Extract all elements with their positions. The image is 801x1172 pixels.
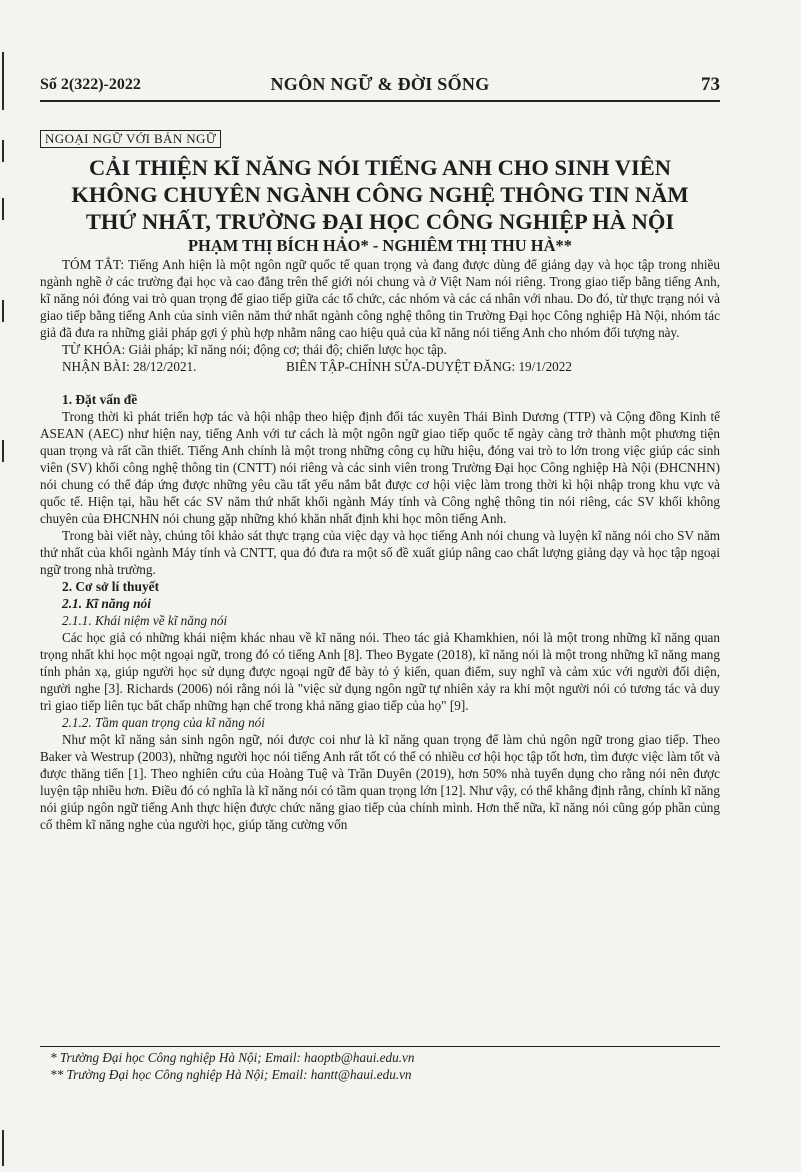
journal-name: NGÔN NGỮ & ĐỜI SỐNG bbox=[270, 74, 490, 94]
scan-edge-mark bbox=[2, 440, 4, 462]
title-line: CẢI THIỆN KĨ NĂNG NÓI TIẾNG ANH CHO SINH VIÊN bbox=[88, 155, 671, 180]
footnote: ** Trường Đại học Công nghiệp Hà Nội; Email: hantt@haui.edu.vn bbox=[50, 1067, 412, 1082]
footnote: * Trường Đại học Công nghiệp Hà Nội; Email: haoptb@haui.edu.vn bbox=[50, 1050, 415, 1065]
paragraph: Các học giả có những khái niệm khác nhau về kĩ năng nói. Theo tác giả Khamkhien, nói là một trong những kĩ năng quan trọng nhất khi học một ngoại ngữ, trong đó có tiếng Anh [8]. Theo Bygate (2018), kĩ năng nói là một trong những kĩ năng mang tính phản xạ, giúp người học sử dụng được ngoại ngữ để bày tỏ ý kiến, quan điểm, suy nghĩ và cảm xúc với người đối diện, người nghe [3]. Richards (2006) nói rằng nói là "việc sử dụng ngôn ngữ tự nhiên xảy ra khi một người nói có tương tác và duy trì giao tiếp liên tục bất chấp những hạn chế trong khả năng giao tiếp của họ" [9]. bbox=[40, 630, 720, 713]
abstract bbox=[40, 256, 720, 341]
scan-edge-mark bbox=[2, 300, 4, 322]
scan-edge-mark bbox=[2, 1130, 4, 1166]
scan-edge-mark bbox=[2, 140, 4, 162]
submission-dates bbox=[40, 358, 720, 375]
abstract-text: TÓM TẮT: Tiếng Anh hiện là một ngôn ngữ quốc tế quan trọng và đang được dùng để giảng dạy và học tập trong nhiều ngành nghề ở các trường đại học và cao đẳng trên thế giới nói chung và ở Việt Nam nói riêng. Trong giao tiếp bằng tiếng Anh, kĩ năng nói đóng vai trò quan trọng để giao tiếp giữa các tổ chức, các nhóm và các cá nhân với nhau. Do đó, từ thực trạng nói và giao tiếp bằng tiếng Anh của sinh viên năm thứ nhất ngành công nghệ thông tin Trường Đại học Công nghiệp Hà Nội, nhóm tác giả đã đưa ra những giải pháp gợi ý phù hợp nhằm nâng cao hiệu quả của kĩ năng nói tiếng Anh cho nhóm đối tượng này. bbox=[40, 257, 720, 340]
scan-edge-mark bbox=[2, 198, 4, 220]
footnotes bbox=[40, 1046, 720, 1083]
edited-date: BIÊN TẬP-CHỈNH SỬA-DUYỆT ĐĂNG: 19/1/2022 bbox=[286, 359, 572, 374]
issue-number: Số 2(322)-2022 bbox=[40, 76, 141, 93]
article-title bbox=[40, 154, 720, 235]
keywords: TỪ KHÓA: Giải pháp; kĩ năng nói; động cơ; thái độ; chiến lược học tập. bbox=[62, 342, 447, 357]
journal-page bbox=[40, 70, 720, 833]
section-label: NGOẠI NGỮ VỚI BẢN NGỮ bbox=[40, 130, 221, 148]
running-header bbox=[40, 70, 720, 102]
received-date: NHẬN BÀI: 28/12/2021. bbox=[62, 359, 197, 374]
page-number: 73 bbox=[701, 74, 720, 95]
article-body bbox=[40, 391, 720, 833]
title-line: THỨ NHẤT, TRƯỜNG ĐẠI HỌC CÔNG NGHIỆP HÀ NỘI bbox=[85, 209, 675, 234]
paragraph: Trong bài viết này, chúng tôi khảo sát thực trạng của việc dạy và học tiếng Anh nói chung và luyện kĩ năng nói cho SV năm thứ nhất của khối ngành Máy tính và CNTT, qua đó đưa ra một số đề xuất giúp nâng cao chất lượng giảng dạy và học tập ngoại ngữ trong nhà trường. bbox=[40, 528, 720, 577]
section-heading: 2. Cơ sở lí thuyết bbox=[62, 579, 160, 594]
subsection-heading: 2.1. Kĩ năng nói bbox=[62, 596, 151, 611]
scan-edge-mark bbox=[2, 52, 4, 110]
paragraph: Như một kĩ năng sản sinh ngôn ngữ, nói được coi như là kĩ năng quan trọng để làm chủ ngôn ngữ trong giao tiếp. Theo Baker và Westrup (2003), những người học nói tiếng Anh rất tốt có thể có nhiều cơ hội học tập tốt hơn, tìm được việc làm tốt và được thăng tiến [1]. Theo nghiên cứu của Hoàng Tuệ và Trần Duyên (2019), hơn 50% nhà tuyển dụng cho rằng nói nên được luyện tập nhiều hơn. Điều đó có nghĩa là kĩ năng nói có tầm quan trọng lớn [12]. Như vậy, có thể khẳng định rằng, chính kĩ năng nói giúp ngôn ngữ tiếng Anh thực hiện được chức năng giao tiếp của chính mình. Hơn thế nữa, kĩ năng nói cũng góp phần củng cố thêm kĩ năng nghe của người học, giúp tăng cường vốn bbox=[40, 732, 720, 832]
authors: PHẠM THỊ BÍCH HẢO* - NGHIÊM THỊ THU HÀ** bbox=[187, 236, 573, 255]
subsubsection-heading: 2.1.1. Khái niệm về kĩ năng nói bbox=[62, 613, 228, 628]
title-line: KHÔNG CHUYÊN NGÀNH CÔNG NGHỆ THÔNG TIN NĂM bbox=[71, 182, 689, 207]
paragraph: Trong thời kì phát triển hợp tác và hội nhập theo hiệp định đối tác xuyên Thái Bình Dương (TTP) và Cộng đồng Kinh tế ASEAN (AEC) như hiện nay, tiếng Anh với tư cách là một ngôn ngữ giao tiếp quốc tế ngày càng trở thành một phương tiện quan trọng và rất cần thiết. Tiếng Anh chính là một trong những công cụ hữu hiệu, đóng vai trò to lớn trong việc giúp các sinh viên (SV) khối công nghệ thông tin (CNTT) nói riêng và các sinh viên trong Trường Đại học Công nghiệp Hà Nội (ĐHCNHN) nói chung có thể đáp ứng được những yêu cầu tất yếu nắm bắt được cơ hội việc làm trong thời kì hội nhập trong khu vực và quốc tế. Hiện tại, hầu hết các SV năm thứ nhất khối ngành Máy tính và Công nghệ thông tin nói riêng, các SV khối không chuyên của ĐHCNHN nói chung gặp những khó khăn nhất định khi học môn tiếng Anh. bbox=[40, 409, 720, 526]
subsubsection-heading: 2.1.2. Tầm quan trọng của kĩ năng nói bbox=[62, 715, 265, 730]
section-heading: 1. Đặt vấn đề bbox=[62, 392, 138, 407]
